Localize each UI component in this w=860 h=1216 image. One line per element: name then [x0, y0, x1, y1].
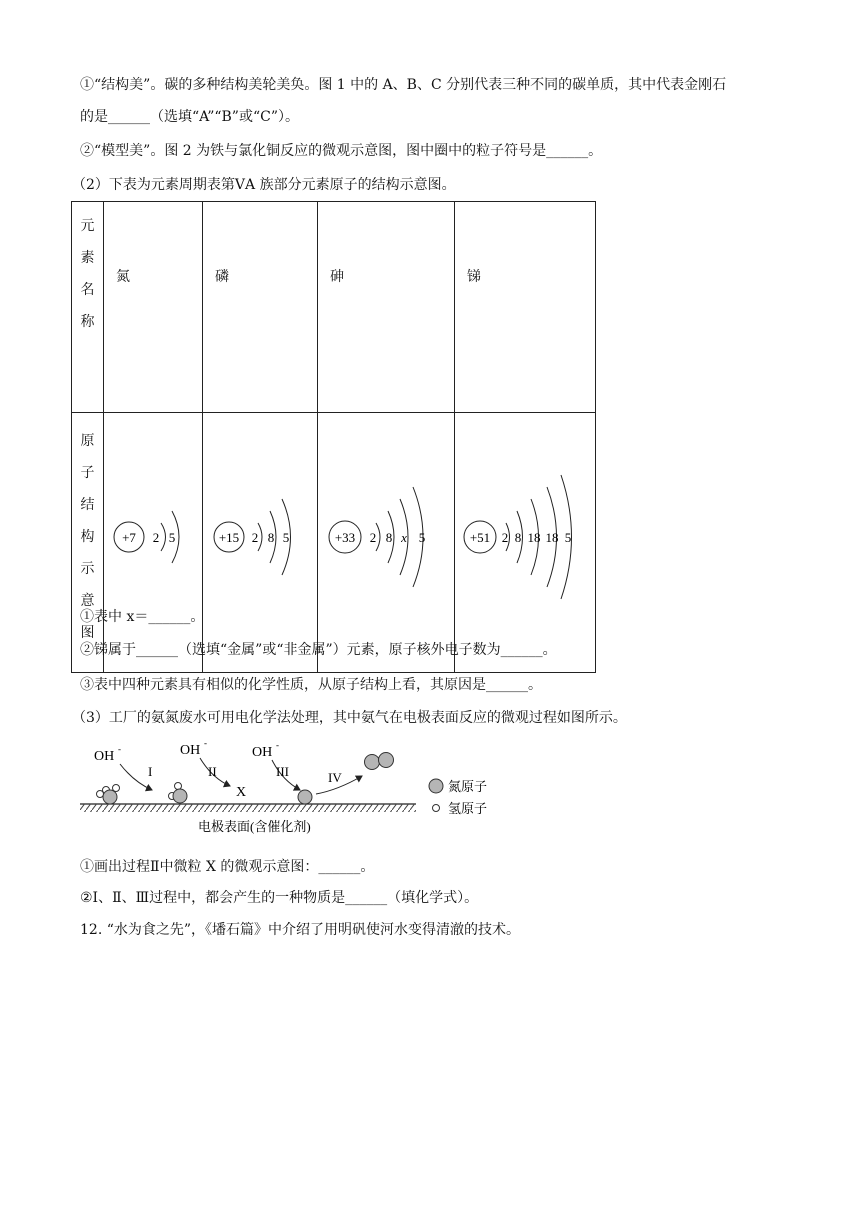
q-line-12: 12. “水为食之先”，《墦石篇》中介绍了用明矾使河水变得清澈的技术。: [80, 922, 521, 938]
legend-nitrogen-icon: [429, 779, 443, 793]
element-structure-table: [71, 201, 596, 673]
legend-hydrogen-icon: [433, 805, 440, 812]
element-name-antimony: 锑: [455, 202, 596, 413]
atom-diagram-phosphorus: [203, 413, 318, 673]
atom-diagram-arsenic: [318, 413, 455, 673]
shell-electrons: 2: [369, 530, 377, 545]
oh-label: OH: [94, 749, 115, 764]
x-label: X: [236, 785, 247, 800]
header-atomic-structure: [72, 413, 104, 673]
shell-electrons: 18: [527, 530, 541, 545]
shell-electrons: 8: [385, 530, 393, 545]
q-line-1: ①“结构美”。碳的多种结构美轮美奂。图 1 中的 A、B、C 分别代表三种不同的碳单质，其中代表金刚石: [80, 77, 727, 93]
header-char: 原: [80, 433, 95, 449]
shell-electrons: 5: [564, 530, 572, 545]
element-name-arsenic: 砷: [318, 202, 455, 413]
q-line-5: （3）工厂的氨氮废水可用电化学法处理，其中氨气在电极表面反应的微观过程如图所示。: [72, 710, 627, 726]
question-antimony: ②锑属于______（选填“金属”或“非金属”）元素，原子核外电子数为______。: [80, 642, 557, 658]
nucleus-charge: +7: [122, 530, 136, 545]
electrode-hatch: [80, 804, 416, 812]
header-element-name: [72, 202, 104, 413]
shell-electrons: 2: [152, 530, 160, 545]
step-label: IV: [328, 770, 342, 785]
question-reason: ③表中四种元素具有相似的化学性质，从原子结构上看，其原因是______。: [80, 677, 542, 693]
hydrogen-atom: [97, 791, 104, 798]
element-name-phosphorus: 磷: [203, 202, 318, 413]
question-draw-x: ①画出过程Ⅱ中微粒 X 的微观示意图：______。: [80, 859, 375, 875]
header-char: 构: [80, 529, 95, 545]
atom-diagram-antimony: [455, 413, 596, 673]
nitrogen-atom: [173, 789, 187, 803]
legend-nitrogen-label: 氮原子: [448, 779, 488, 794]
shell-electrons: 8: [514, 530, 522, 545]
oh-charge: -: [204, 738, 207, 748]
shell-arc: [376, 523, 380, 551]
atom-diagram-nitrogen: [104, 413, 203, 673]
hydrogen-atom: [175, 783, 182, 790]
step-label: I: [148, 764, 153, 779]
header-char: 名: [80, 282, 95, 298]
nucleus-charge: +33: [334, 530, 356, 545]
header-char: 示: [80, 561, 95, 577]
header-char: 元: [80, 218, 95, 234]
question-x: ①表中 x＝______。: [80, 609, 205, 625]
nucleus-charge: +51: [469, 530, 491, 545]
header-char: 结: [80, 497, 95, 513]
electrode-reaction-diagram: [80, 738, 520, 838]
header-char: 子: [80, 465, 95, 481]
oh-charge: -: [118, 744, 121, 754]
element-name-nitrogen: 氮: [104, 202, 203, 413]
nitrogen-atom: [379, 753, 394, 768]
shell-electrons: 18: [545, 530, 559, 545]
shell-electrons: 2: [501, 530, 509, 545]
shell-arc: [161, 523, 166, 551]
nucleus-charge: +15: [218, 530, 240, 545]
nitrogen-atom: [103, 790, 117, 804]
shell-electrons: x: [401, 530, 407, 545]
electrode-surface-label: 电极表面(含催化剂): [198, 819, 311, 834]
legend-hydrogen-label: 氢原子: [448, 801, 488, 816]
oh-label: OH: [252, 745, 273, 760]
shell-arc: [258, 523, 262, 551]
header-char: 图: [80, 625, 95, 641]
nitrogen-atom: [298, 790, 312, 804]
shell-electrons: 5: [168, 530, 176, 545]
shell-electrons: 2: [251, 530, 259, 545]
oh-charge: -: [276, 740, 279, 750]
header-char: 素: [80, 250, 95, 266]
header-char: 称: [80, 314, 95, 330]
step-label: III: [276, 764, 289, 779]
shell-electrons: 5: [418, 530, 426, 545]
q-line-3: ②“模型美”。图 2 为铁与氯化铜反应的微观示意图，图中圈中的粒子符号是______。: [80, 143, 603, 159]
nitrogen-atom: [365, 755, 380, 770]
question-common-product: ②Ⅰ、Ⅱ、Ⅲ过程中，都会产生的一种物质是______（填化学式）。: [80, 890, 479, 906]
step-label: II: [208, 764, 217, 779]
oh-label: OH: [180, 743, 201, 758]
shell-electrons: 8: [267, 530, 275, 545]
q-line-2: 的是______（选填“A”“B”或“C”）。: [80, 109, 299, 125]
q-line-4: （2）下表为元素周期表第ⅤA 族部分元素原子的结构示意图。: [72, 177, 456, 193]
shell-electrons: 5: [282, 530, 290, 545]
header-char: 意: [80, 593, 95, 609]
